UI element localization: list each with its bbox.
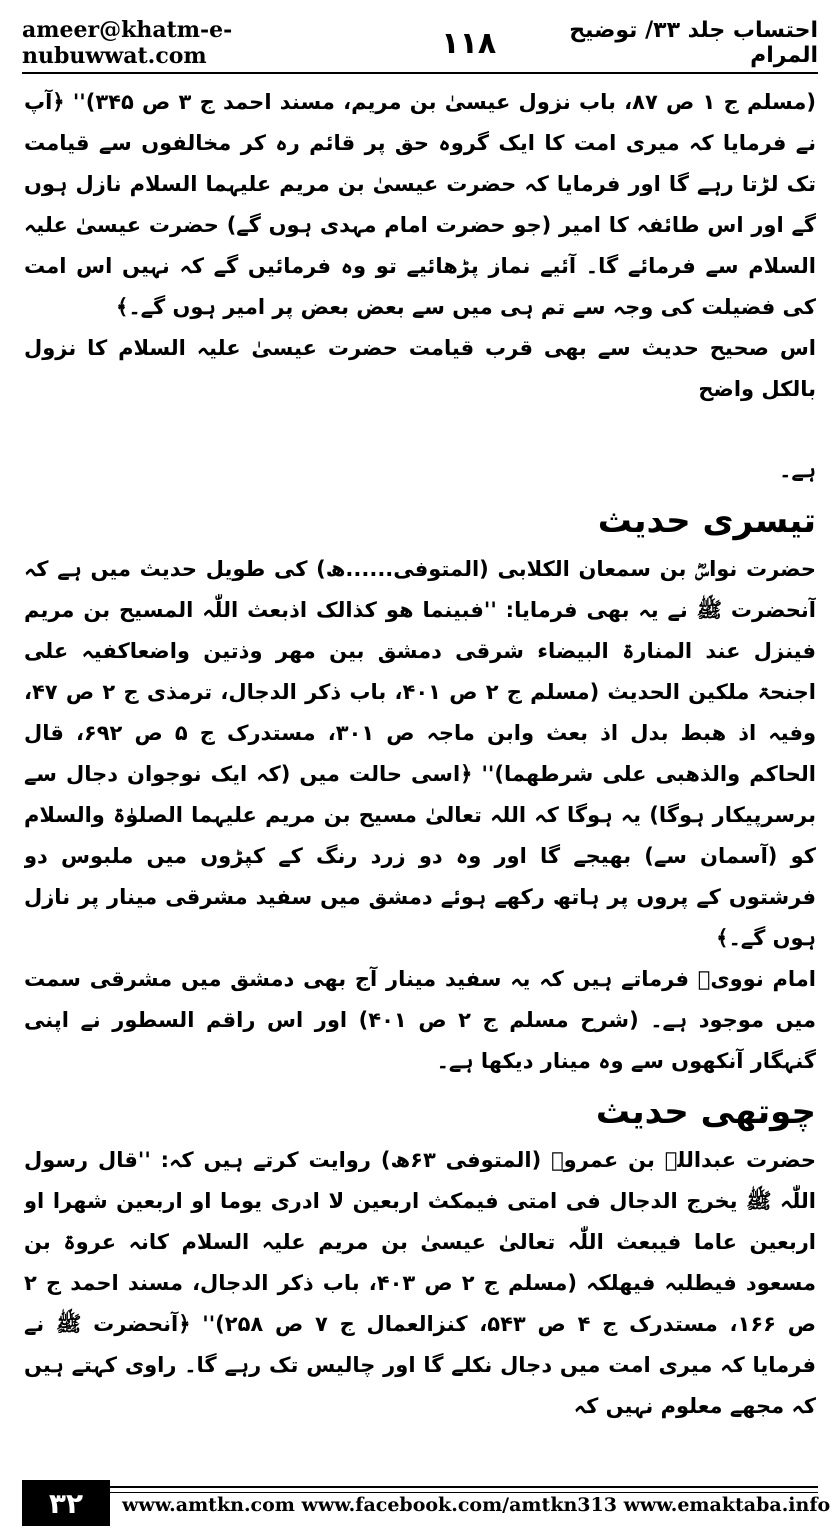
header-left (22, 17, 496, 69)
body-paragraph: امام نوویؒ فرماتے ہیں کہ یہ سفید مینار آج بھی دمشق میں مشرقی سمت میں موجود ہے۔ (شرح مسلم ج ۲ ص ۴۰۱) اور اس راقم السطور نے اپنی گنہگار آنکھوں سے وہ مینار دیکھا ہے۔ (24, 967, 816, 1073)
header-page-number: ۱۱۸ (441, 25, 497, 61)
body-paragraph: (مسلم ج ۱ ص ۸۷، باب نزول عیسیٰ بن مریم، مسند احمد ج ۳ ص ۳۴۵)'' ﴿آپ نے فرمایا کہ میری امت کا ایک گروہ حق پر قائم رہ کر مخالفوں سے قیامت تک لڑتا رہے گا اور فرمایا کہ حضرت عیسیٰ بن مریم علیہما السلام نازل ہوں گے اور اس طائفہ کا امیر (جو حضرت امام مہدی ہوں گے) حضرت عیسیٰ علیہ السلام سے فرمائے گا۔ آئیے نماز پڑھائیے تو وہ فرمائیں گے کہ نہیں اس امت کی فضیلت کی وجہ سے تم ہی میں سے بعض بعض پر امیر ہوں گے۔﴾ (24, 90, 816, 319)
page-footer (22, 1478, 831, 1526)
body-paragraph: اس صحیح حدیث سے بھی قرب قیامت حضرت عیسیٰ علیہ السلام کا نزول بالکل واضح (24, 336, 816, 401)
paragraph-gap (24, 410, 816, 450)
body-paragraph: حضرت نواسؓ بن سمعان الکلابی (المتوفی......ھ) کی طویل حدیث میں ہے کہ آنحضرت ﷺ نے یہ بھی فرمایا: ''فبینما ھو کذالک اذبعث اللّٰہ المسیح بن مریم فینزل عند المنارۃ البیضاء شرقی دمشق بین مھر وذتین واضعاکفیہ علی اجنحۃ ملکین الحدیث (مسلم ج ۲ ص ۴۰۱، باب ذکر الدجال، ترمذی ج ۲ ص ۴۷، وفیہ اذ ھبط بدل اذ بعث وابن ماجہ ص ۳۰۱، مستدرک ج ۵ ص ۶۹۲، قال الحاکم والذھبی علی شرطھما)'' ﴿اسی حالت میں (کہ ایک نوجوان دجال سے برسرپیکار ہوگا) یہ ہوگا کہ اللہ تعالیٰ مسیح بن مریم علیہما الصلوٰۃ والسلام کو (آسمان سے) بھیجے گا اور وہ دو زرد رنگ کے کپڑوں میں ملبوس دو فرشتوں کے پروں پر ہاتھ رکھے ہوئے دمشق میں سفید مشرقی مینار پر نازل ہوں گے۔﴾ (24, 557, 816, 950)
page-body (24, 82, 816, 1460)
section-heading: چوتھی حدیث (595, 1092, 816, 1132)
header-book-title: احتساب جلد ۳۳/ توضیح المرام (569, 18, 818, 68)
footer-page-number: ۳۲ (22, 1480, 110, 1526)
body-paragraph: ہے۔ (779, 458, 816, 482)
footer-divider (22, 1486, 818, 1493)
header-divider (22, 72, 818, 74)
section-heading: تیسری حدیث (597, 501, 816, 541)
body-paragraph: حضرت عبداللہ بن عمروؓ (المتوفی ۶۳ھ) روایت کرتے ہیں کہ: ''قال رسول اللّٰہ ﷺ یخرج الدجال فی امتی فیمکث اربعین لا ادری یوما او اربعین شھرا او اربعین عاما فیبعث اللّٰہ تعالیٰ عیسیٰ بن مریم علیہ السلام کانہ عروۃ بن مسعود فیطلبہ فیھلکہ (مسلم ج ۲ ص ۴۰۳، باب ذکر الدجال، مسند احمد ج ۲ ص ۱۶۶، مستدرک ج ۴ ص ۵۴۳، کنزالعمال ج ۷ ص ۲۵۸)'' ﴿آنحضرت ﷺ نے فرمایا کہ میری امت میں دجال نکلے گا اور چالیس تک رہے گا۔ راوی کہتے ہیں کہ مجھے معلوم نہیں کہ (24, 1148, 816, 1418)
footer-links: www.amtkn.com www.facebook.com/amtkn313 www.emaktaba.info (122, 1494, 831, 1516)
page-header (22, 18, 818, 68)
header-email: ameer@khatm-e-nubuwwat.com (22, 17, 233, 69)
